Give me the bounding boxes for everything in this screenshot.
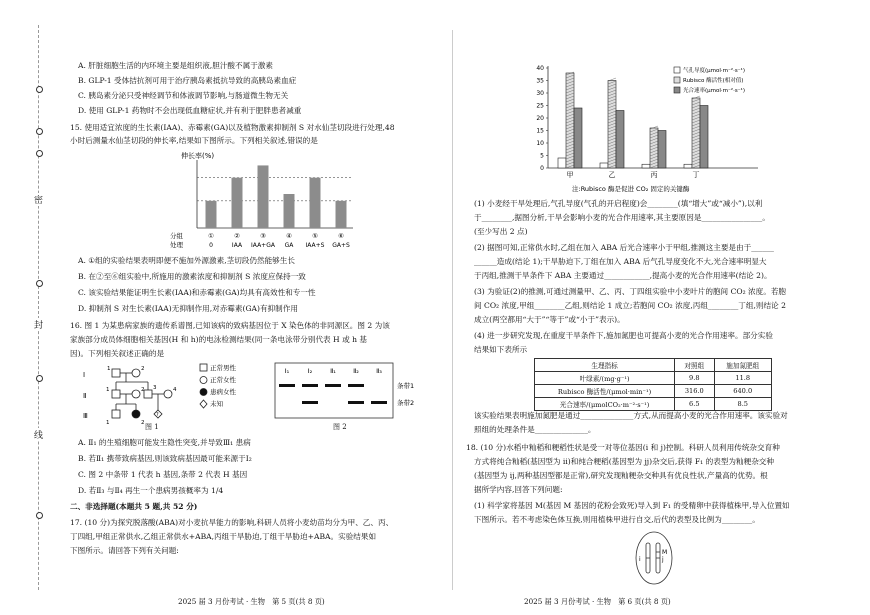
q15-group-number: ② [234, 232, 240, 240]
q17-y-tick-label: 15 [536, 127, 544, 135]
q15-group-number: ① [208, 232, 214, 240]
q17-legend-swatch [674, 87, 680, 93]
q14-option: C. 胰岛素分泌只受神经调节和体液调节影响,与肠道微生物无关 [78, 91, 289, 100]
q17-bar [650, 128, 658, 168]
gel-band-2 [348, 401, 364, 404]
generation-label: Ⅱ [83, 392, 87, 400]
binding-hole [36, 280, 43, 287]
q17-part: (4) 进一步研究发现,在重度干旱条件下,施加氮肥也可提高小麦的光合作用速率。部分实验 [474, 331, 773, 340]
q15-group-number: ⑥ [338, 232, 344, 240]
gel-band-1 [348, 384, 364, 387]
binding-hole [36, 128, 43, 135]
q17-stem: 丁四组,甲组正常供水,乙组正常供水+ABA,丙组干旱胁迫,丁组干旱胁迫+ABA。实验结果如 [70, 532, 377, 541]
q15-bar-chart [170, 148, 358, 249]
table-row [535, 385, 772, 398]
q15-row-label-group: 分组 [170, 232, 183, 240]
q17-legend-swatch [674, 67, 680, 73]
margin-label-feng: 封 [34, 318, 43, 331]
q18-stem: 18. (10 分)水稻中籼稻和粳稻性状是受一对等位基因(i 和 j)控制。科研人员利用传统杂交育种 [466, 443, 780, 452]
table-cell: 光合速率/(μmolCO₂·m⁻²·s⁻¹) [535, 398, 675, 411]
pedigree-female-normal [132, 390, 140, 398]
binding-hole [36, 375, 43, 382]
q17-part: (至少写出 2 点) [474, 227, 528, 236]
figure1-caption: 图 1 [145, 423, 159, 431]
binding-hole [36, 150, 43, 157]
q18-stem: (1) 科学家将基因 M(基因 M 基因的花粉会致死)导入到 F₁ 的受精卵中获得植株甲,导入位置如 [474, 501, 790, 510]
q17-part: 结果如下表所示 [474, 345, 528, 354]
q17-y-tick-label: 0 [540, 165, 544, 172]
q16-stem: 因)。下列相关叙述正确的是 [70, 349, 165, 358]
table-cell: Rubisco 酶活性/(μmol·min⁻¹) [535, 385, 675, 398]
q15-group-number: ⑤ [312, 232, 318, 240]
q17-part: 于丙组,推测干旱条件下 ABA 主要通过____________,提高小麦的光合作用速率(结论 2)。 [474, 271, 772, 280]
q15-bar [310, 178, 321, 228]
section-title: 二、非选择题(本题共 5 题,共 52 分) [70, 502, 198, 511]
q15-bar [206, 201, 217, 228]
q17-y-tick-label: 40 [536, 65, 544, 72]
margin-label-mi: 密 [34, 193, 43, 206]
q17-bar [574, 108, 582, 168]
q15-bar [284, 194, 295, 228]
legend-affected-icon [200, 389, 207, 396]
q17-y-tick-label: 5 [540, 152, 544, 160]
q17-category-label: 乙 [608, 171, 616, 179]
q17-conclusion: 该实验结果表明施加氮肥是通过______________方式,从而提高小麦的光合作用速率。该实验对 [474, 411, 788, 420]
q15-option: B. 在②至⑥组实验中,所施用的激素浓度和抑制剂 S 浓度应保持一致 [78, 272, 306, 281]
pedigree-male-normal [112, 390, 120, 398]
band-label-2: 条带2 [397, 399, 415, 407]
q17-part: 成立(两空都用“大于”“等于”或“小于”表示)。 [474, 315, 625, 324]
legend-label: 正常女性 [210, 376, 236, 384]
q16-option: B. 若Ⅱ₁ 携带致病基因,则该致病基因最可能来源于Ⅰ₂ [78, 454, 252, 463]
q17-category-label: 甲 [566, 171, 574, 179]
gene-label-m: M [662, 549, 668, 556]
binding-line [38, 25, 39, 590]
q16-option: C. 图 2 中条带 1 代表 h 基因,条带 2 代表 H 基因 [78, 470, 248, 479]
gel-band-2 [371, 401, 387, 404]
member-number: 1 [106, 387, 110, 393]
q17-part: (1) 小麦经干旱处理后,气孔导度(气孔的开启程度)会________(填“增大”或“减小”),以利 [474, 199, 763, 208]
member-number: 4 [173, 387, 177, 393]
q15-bar [258, 165, 269, 228]
q17-part: (3) 为验证(2)的推测,可通过测量甲、乙、丙、丁四组实验中小麦叶片的胞间 CO₂ 浓度。若胞 [474, 287, 787, 296]
page-divider [452, 30, 453, 590]
q17-bar [600, 163, 608, 168]
pedigree-male-normal [144, 390, 152, 398]
right-page [466, 0, 834, 615]
q15-category-label: IAA+S [305, 242, 325, 249]
q16-stem: 家族部分成员体细胞相关基因(H 和 h)的电泳检测结果(同一条电泳带分别代表 H 或 h 基 [70, 335, 367, 344]
table-row [535, 372, 772, 385]
q17-y-tick-label: 20 [536, 115, 544, 122]
q17-bar [700, 106, 708, 169]
q15-group-number: ③ [260, 232, 266, 240]
q15-category-label: 0 [209, 242, 213, 249]
table-cell: 9.8 [675, 372, 714, 385]
table-header: 对照组 [675, 359, 714, 372]
figure2-caption: 图 2 [333, 423, 347, 431]
nitrogen-data-table [534, 358, 772, 411]
margin-label-xian: 线 [34, 428, 43, 441]
generation-label: Ⅲ [83, 412, 88, 420]
member-number: 2 [141, 366, 145, 372]
pedigree-female-normal [132, 369, 140, 377]
q17-bar [642, 164, 650, 168]
q15-option: D. 抑制剂 S 对生长素(IAA)无抑制作用,对赤霉素(GA)有抑制作用 [78, 304, 298, 313]
q17-legend-label: Rubisco 酶活性(相对值) [683, 78, 744, 84]
pedigree-male-normal [112, 369, 120, 377]
q17-stem: 下图所示。请回答下列有关问题: [70, 546, 179, 555]
q18-stem: 方式将纯合籼稻(基因型为 ii)和纯合粳稻(基因型为 jj)杂交后,获得 F₁ 的表型为籼粳杂交种 [474, 457, 774, 466]
generation-label: Ⅰ [83, 371, 86, 379]
q15-group-number: ④ [286, 232, 292, 240]
q15-bar [336, 201, 347, 228]
cell-outline [636, 532, 672, 584]
member-number: 1 [107, 366, 111, 372]
member-number: 1 [106, 420, 110, 426]
band-label-1: 条带1 [397, 382, 415, 390]
gel-band-1 [279, 384, 295, 387]
allele-label-i: i [639, 556, 641, 563]
q17-legend-swatch [674, 77, 680, 83]
q17-y-tick-label: 25 [536, 102, 544, 110]
allele-label-j: j [662, 556, 664, 563]
member-number: 3 [153, 385, 157, 391]
q18-stem: 据所学内容,回答下列问题: [474, 485, 563, 494]
member-number: 2 [141, 420, 145, 426]
left-page [70, 0, 433, 615]
q14-option: B. GLP-1 受体拮抗剂可用于治疗胰岛素抵抗导致的高胰岛素血症 [78, 76, 297, 85]
q14-option: A. 肝脏细胞生活的内环境主要是组织液,胆汁酸不属于激素 [78, 61, 273, 70]
q17-part: 间 CO₂ 浓度,甲组________乙组,则结论 1 成立;若胞间 CO₂ 浓度,丙组________丁组,则结论 2 [474, 301, 786, 310]
q17-category-label: 丁 [692, 171, 700, 179]
q15-option: C. 该实验结果能证明生长素(IAA)和赤霉素(GA)均具有高效性和专一性 [78, 288, 316, 297]
q17-y-tick-label: 10 [536, 140, 544, 147]
q14-option: D. 使用 GLP-1 药物时不会出现低血糖症状,并有利于肥胖患者减重 [78, 106, 302, 115]
q17-bar [616, 111, 624, 169]
q15-option: A. ①组的实验结果表明即便不施加外源激素,茎切段仍然能够生长 [78, 256, 295, 265]
binding-hole [36, 86, 43, 93]
page-footer-left: 2025 届 3 月份考试 · 生物 第 5 页(共 8 页) [178, 597, 325, 606]
table-cell: 640.0 [714, 385, 772, 398]
pedigree-figure [78, 360, 273, 428]
member-number: 2 [141, 387, 145, 393]
q16-stem: 16. 图 1 为某患病家族的遗传系谱图,已知该病的致病基因位于 X 染色体的非同源区。图 2 为该 [70, 321, 390, 330]
q17-y-tick-label: 35 [536, 77, 544, 85]
q17-part: 于________,据图分析,干旱会影响小麦的光合作用速率,其主要原因是________________。 [474, 213, 770, 222]
q18-stem: 下图所示。若不考虑染色体互换,则用植株甲进行自交,后代的表型及比例为________。 [474, 515, 760, 524]
q17-chart-footnote: 注:Rubisco 酶是促进 CO₂ 固定的关键酶 [572, 185, 690, 193]
q17-category-label: 丙 [650, 171, 658, 179]
q15-stem: 小时后测量水仙茎切段的伸长率,结果如下图所示。下列相关叙述,错误的是 [70, 136, 318, 145]
gel-electrophoresis-figure [273, 362, 423, 422]
page-footer-right: 2025 届 3 月份考试 · 生物 第 6 页(共 8 页) [524, 597, 671, 606]
table-cell: 6.5 [675, 398, 714, 411]
binding-hole [36, 512, 43, 519]
q17-conclusion: 照组的处理条件是______________。 [474, 425, 596, 434]
q17-bar [558, 158, 566, 168]
legend-male-icon [200, 364, 207, 371]
q17-bar [684, 164, 692, 168]
unknown-mark: ? [156, 412, 159, 418]
legend-label: 患病女性 [210, 388, 236, 396]
q17-legend-label: 光合速率(μmol·m⁻²·s⁻¹) [683, 88, 745, 94]
gel-band-2 [302, 401, 318, 404]
legend-female-icon [200, 377, 207, 384]
q15-category-label: IAA [231, 242, 243, 249]
pedigree-female-affected [132, 410, 140, 418]
q15-category-label: GA [284, 242, 294, 249]
table-header: 生理指标 [535, 359, 675, 372]
q17-legend-label: 气孔导度(μmol·m⁻²·s⁻¹) [683, 68, 745, 74]
q15-y-axis-label: 伸长率(%) [181, 152, 215, 160]
q17-part: ______造成(结论 1);干旱胁迫下,丁组在加入 ABA 后气孔导度变化不大,光合速率明显大 [474, 257, 767, 266]
gel-band-1 [302, 384, 318, 387]
pedigree-female-normal [164, 390, 172, 398]
legend-label: 未知 [210, 400, 223, 408]
gel-band-1 [325, 384, 341, 387]
q17-bar [658, 131, 666, 169]
q15-category-label: IAA+GA [251, 242, 275, 249]
q16-option: A. Ⅱ₁ 的生殖细胞可能发生隐性突变,并导致Ⅲ₁ 患病 [78, 438, 251, 447]
pedigree-male-normal [112, 410, 120, 418]
q16-option: D. 若Ⅱ₃ 与Ⅱ₄ 再生一个患病男孩概率为 1/4 [78, 486, 224, 495]
q15-bar [232, 178, 243, 228]
table-cell: 316.0 [675, 385, 714, 398]
table-cell: 叶绿素/(mg·g⁻¹) [535, 372, 675, 385]
table-header: 施加氮肥组 [714, 359, 772, 372]
gel-lane-label: Ⅱ₃ [376, 367, 382, 375]
q17-bar-chart [526, 60, 771, 195]
q17-y-tick-label: 30 [536, 90, 544, 97]
legend-unknown-icon [200, 400, 207, 408]
q17-stem: 17. (10 分)为探究脱落酸(ABA)对小麦抗旱能力的影响,科研人员将小麦幼苗均分为甲、乙、丙、 [70, 518, 394, 527]
gel-lane-label: Ⅱ₁ [330, 367, 336, 375]
gel-lane-label: Ⅱ₂ [353, 367, 359, 375]
legend-label: 正常男性 [210, 364, 236, 372]
gel-lane-label: Ⅰ₁ [284, 367, 290, 375]
table-row [535, 398, 772, 411]
q17-part: (2) 据图可知,正常供水时,乙组在加入 ABA 后光合速率小于甲组,推测这主要是由于______ [474, 243, 774, 252]
chromosome-diagram [622, 528, 692, 588]
table-cell: 8.5 [714, 398, 772, 411]
q15-category-label: GA+S [332, 242, 350, 249]
q18-stem: (基因型为 ij,两种基因型都是正常),研究发现籼粳杂交种具有优良性状,产量高的优势。根 [474, 471, 768, 480]
q15-stem: 15. 使用适宜浓度的生长素(IAA)、赤霉素(GA)以及植物激素抑制剂 S 对水仙茎切段进行处理,48 [70, 123, 395, 132]
table-cell: 11.8 [714, 372, 772, 385]
q15-row-label-treatment: 处理 [170, 241, 183, 249]
gel-lane-label: Ⅰ₂ [307, 367, 313, 375]
